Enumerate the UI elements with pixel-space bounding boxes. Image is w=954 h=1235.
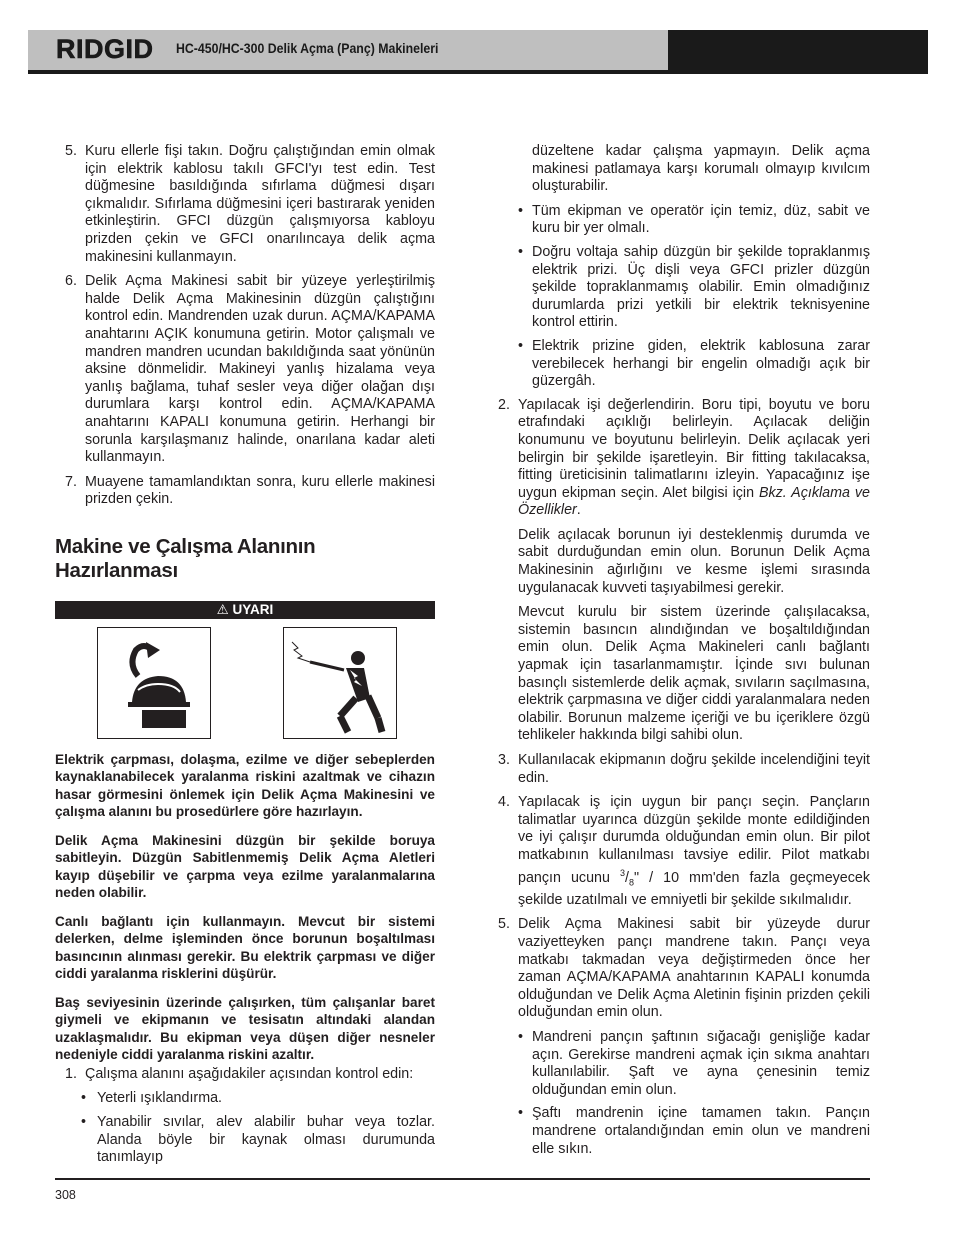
- list-item: 3. Kullanılacak ekipmanın doğru şekilde incelendiğini teyit edin.: [498, 752, 870, 786]
- list-item: 2. Yapılacak işi değerlendirin. Boru tipi, boyutu ve boru etrafındaki açıklığı belirleyin. Açılacak deliğin konumunu ve boyutunu belirleyin. Delik açılacak yeri belirgin bir şekilde işaretleyin. Bir fitting takılacaksa, fitting üreticisinin talimatlarını izleyin. Yapacağınız işe uygun ekipman seçin. Alet bilgisi için Bkz. Açıklama ve Özellikler.: [498, 396, 870, 519]
- bullet-item: • Tüm ekipman ve operatör için temiz, düz, sabit ve kuru bir yer olmalı.: [518, 202, 870, 237]
- bullet-item: • Şaftı mandrenin içine tamamen takın. Pançın mandrene ortalandığından emin olun ve mandreni elle sıkın.: [518, 1105, 870, 1157]
- bullet-item: • Yeterli ışıklandırma.: [81, 1090, 223, 1107]
- warning-banner: ⚠ UYARI: [55, 601, 435, 619]
- bullet-item: • Doğru voltaja sahip düzgün bir şekilde topraklanmış elektrik prizi. Üç dişli veya GFCI prizler düzgün şekilde topraklanmamış olabilir. Emin olmadığınız durumlarda prizi yetkili bir elektrik teknisyenine kontrol ettirin.: [518, 243, 870, 331]
- list-item: 7. Muayene tamamlandıktan sonra, kuru ellerle makinesi prizden çekin.: [65, 473, 435, 508]
- warning-text: Elektrik çarpması, dolaşma, ezilme ve diğer sebeplerden kaynaklanabilecek yaralanma riskini azaltmak ve cihazın hasar görmesini önlemek için Delik Açma Makinesini ve çalışma alanını bu prosedürlere göre hazırlayın.: [55, 751, 435, 820]
- bullet-item: • Mandreni pançın şaftının sığacağı genişliğe kadar açın. Gerekirse mandreni açmak için sıkma anahtarı kullanılabilir. Şaft ve ayna çenesinin temiz olduğundan emin olun.: [518, 1028, 870, 1098]
- left-column: [55, 143, 435, 1173]
- electric-shock-icon: [283, 627, 397, 739]
- paragraph: Mevcut kurulu bir sistem üzerinde çalışılacaksa, sistemin basıncın alındığından ve boşaltıldığından emin olun. Delik Açma Makineleri canlı bağlantı yapmak için tasarlanmamıştır. İçinde sıvı bulunan basınçlı sistemlerde delik açmak, sıvıların saçılmasına, elektrik çarpmasına ve diğer ciddi yaralanmalara neden olabilir. Borunun malzeme içeriği ve bu içeriklere özgü tehlikeler hakkında bilgi sahibi olun.: [518, 604, 870, 744]
- section-heading: Makine ve Çalışma Alanının Hazırlanması: [55, 534, 316, 582]
- falling-object-hardhat-icon: [97, 627, 211, 739]
- warning-text: Baş seviyesinin üzerinde çalışırken, tüm çalışanlar baret giymeli ve ekipmanın ve tesisatın altındaki alandan uzaklaşmalıdır. Bu ekipman veya düşen diğer nesneler nedeniyle ciddi yaralanma riskini azaltır.: [55, 994, 435, 1063]
- list-item: 5. Kuru ellerle fişi takın. Doğru çalıştığından emin olmak için elektrik kablosu takılı GFCI'yı test edin. Test düğmesine basıldığında sıfırlama düğmesi dışarı çıkmalıdır. Sıfırlama düğmesini içeri bastırarak yeniden etkinleştirin. GFCI düzgün çalışmıyorsa kabloyu prizden çekin ve GFCI onarılıncaya delik açma makinesini kullanmayın.: [65, 143, 435, 265]
- warning-pictograms: [55, 627, 435, 751]
- bullet-item: • Elektrik prizine giden, elektrik kablosuna zarar verebilecek herhangi bir engelin olmadığı açık bir güzergâh.: [518, 337, 870, 390]
- header-rule: [28, 70, 928, 74]
- list-item: 1. Çalışma alanını aşağıdakiler açısından kontrol edin:: [65, 1065, 414, 1082]
- list-item: 5. Delik Açma Makinesi sabit bir yüzeyde durur vaziyetteyken pançı mandrene takın. Pançı veya matkabı takmadan veya değiştirmeden önce her zaman AÇMA/KAPAMA anahtarının KAPALI konumda olduğundan ve Delik Açma Aletinin fişinin prizden çekili olduğundan emin olun.: [498, 916, 870, 1021]
- list-item: 4. Yapılacak iş için uygun bir pançı seçin. Pançların talimatlar uyarınca düzgün şekilde monte edildiğinden ve iyi çalışır durumda olduğundan emin olun. Bir pilot matkabının kullanılması tavsiye edilir. Pilot matkabı pançın ucunu $^3/_8$" / 10 mm'den fazla geçmeyecek şekilde uzatılmalı ve emniyetli bir şekilde sıkılmalıdır.: [498, 794, 871, 908]
- warning-text: Delik Açma Makinesini düzgün bir şekilde boruya sabitleyin. Düzgün Sabitlenmemiş Delik Açma Aletleri kayıp düşebilir ve çarpma veya ezilme yaralanmalarına neden olabilir.: [55, 832, 435, 901]
- ridgid-logo: RIDGID: [56, 34, 154, 64]
- warning-triangle-icon: ⚠: [216, 601, 229, 617]
- paragraph: Delik açılacak borunun iyi desteklenmiş durumda ve sabit durduğundan emin olun. Borunun Delik Açma Makinesinin ağırlığını ve kesme işlemi sırasında uygulanacak kuvveti taşıyabilmesi gerekir.: [518, 526, 870, 596]
- paragraph: düzeltene kadar çalışma yapmayın. Delik açma makinesi patlamaya karşı korumalı olmayıp kıvılcım oluşturabilir.: [532, 143, 870, 195]
- header-title: HC-450/HC-300 Delik Açma (Panç) Makineleri: [176, 40, 439, 56]
- page-number: 308: [55, 1188, 76, 1202]
- bullet-item: • Yanabilir sıvılar, alev alabilir buhar veya tozlar. Alanda böyle bir kaynak olması durumunda tanımlayıp: [81, 1114, 435, 1166]
- header-black-block: [668, 30, 928, 70]
- right-column: [498, 143, 870, 1164]
- list-item: 6. Delik Açma Makinesi sabit bir yüzeye yerleştirilmiş halde Delik Açma Makinesinin düzgün çalıştığını kontrol edin. Mandrenden uzak durun. AÇMA/KAPAMA anahtarını AÇIK konumuna getirin. Motor çalışmalı ve mandren mandren ucundan bakıldığında saat yönünün aksine dönmelidir. Makineyi yanlış hizalama veya yanlış bağlama, tuhaf sesler veya diğer olağan dışı durumlara karşı kontrol edin. AÇMA/KAPAMA anahtarını KAPALI konumuna getirin. Herhangi bir sorunla karşılaşmanız halinde, onarılana kadar aleti kullanmayın.: [65, 273, 435, 466]
- warning-text: Canlı bağlantı için kullanmayın. Mevcut bir sistemi delerken, delme işleminden önce borunun boşaltılması basıncının alınması gerekir. Bu elektrik çarpması ve diğer ciddi yaralanma risklerini düşürür.: [55, 913, 435, 982]
- footer-rule: [55, 1178, 870, 1180]
